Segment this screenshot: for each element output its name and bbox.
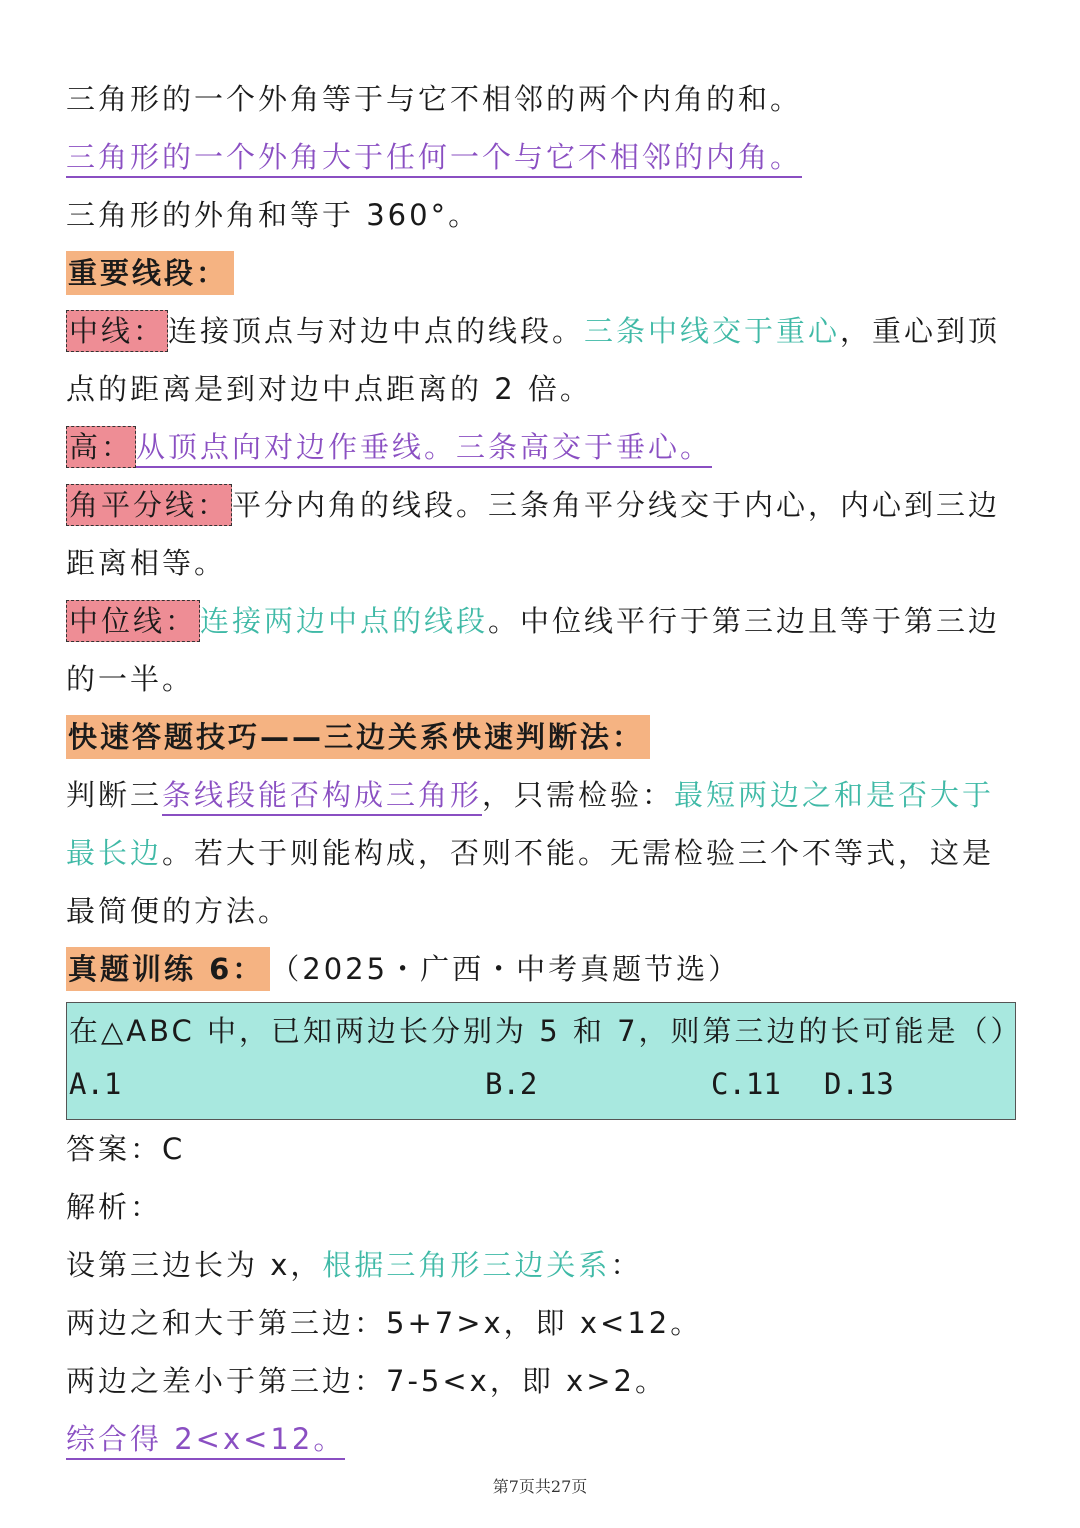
text-line — [66, 302, 1016, 360]
text-line — [66, 1236, 1016, 1294]
text-line — [66, 1410, 1016, 1468]
text-line — [66, 650, 1016, 708]
text-line — [66, 418, 1016, 476]
midline-property: 。中位线平行于第三边且等于第三边 — [488, 604, 1001, 638]
tip-text: 最简便的方法。 — [66, 894, 291, 928]
solution-highlight: 根据三角形三边关系 — [322, 1248, 611, 1282]
median-ratio: 点的距离是到对边中点距离的 2 倍。 — [66, 372, 592, 406]
text-line — [66, 882, 1016, 940]
solution-conclusion: 综合得 2<x<12。 — [66, 1422, 345, 1460]
tip-highlight: 最短两边之和是否大于 — [674, 778, 995, 812]
bisector-continued: 距离相等。 — [66, 546, 227, 580]
text-line — [66, 1120, 1016, 1178]
term-tag-midline: 中位线： — [66, 600, 200, 642]
exterior-angle-sum: 三角形的外角和等于 360°。 — [66, 198, 481, 232]
option-a: A.1 — [69, 1067, 122, 1101]
median-continued: ，重心到顶 — [840, 314, 1001, 348]
option-d: D.13 — [824, 1067, 894, 1101]
tip-text: 判断三 — [66, 778, 163, 812]
section-heading-quick-tips: 快速答题技巧——三边关系快速判断法： — [66, 715, 650, 759]
midline-continued: 的一半。 — [66, 662, 195, 696]
text-line — [66, 766, 1016, 824]
tip-text: 。若大于则能构成，否则不能。无需检验三个不等式，这是 — [162, 836, 995, 870]
solution-step: 两边之差小于第三边：7-5<x，即 x>2。 — [66, 1364, 667, 1398]
question-source: （2025・广西・中考真题节选） — [270, 952, 741, 986]
option-b: B.2 — [485, 1067, 538, 1101]
analysis-label: 解析： — [66, 1190, 163, 1224]
text-line — [66, 824, 1016, 882]
text-line — [66, 186, 1016, 244]
question-stem: 在△ABC 中，已知两边长分别为 5 和 7，则第三边的长可能是（） — [69, 1014, 1023, 1048]
midline-definition-highlight: 连接两边中点的线段 — [200, 604, 489, 638]
option-c: C.11 — [711, 1067, 781, 1101]
height-definition: 从顶点向对边作垂线。三条高交于垂心。 — [136, 430, 712, 468]
text-line — [66, 244, 1016, 302]
solution-step: ： — [610, 1248, 643, 1282]
question-box — [66, 1002, 1023, 1120]
text-line — [66, 940, 1016, 998]
bisector-definition: 平分内角的线段。三条角平分线交于内心，内心到三边 — [232, 488, 1001, 522]
section-heading-practice: 真题训练 6： — [66, 947, 270, 991]
term-tag-median: 中线： — [66, 310, 168, 352]
tip-highlight: 最长边 — [66, 836, 163, 870]
text-line — [66, 70, 1016, 128]
section-heading-important-segments: 重要线段： — [66, 251, 234, 295]
text-line — [66, 1352, 1016, 1410]
text-line — [66, 534, 1016, 592]
median-definition: 连接顶点与对边中点的线段。 — [168, 314, 585, 348]
text-line — [66, 128, 1016, 186]
solution-step: 两边之和大于第三边：5+7>x，即 x<12。 — [66, 1306, 703, 1340]
solution-step: 设第三边长为 x， — [66, 1248, 323, 1282]
text-line — [66, 1178, 1016, 1236]
document-body — [66, 70, 1023, 1468]
tip-underlined: 条线段能否构成三角形 — [162, 778, 482, 816]
tip-text: ，只需检验： — [482, 778, 675, 812]
text-line — [66, 592, 1016, 650]
text-line — [66, 1294, 1016, 1352]
page-number-footer: 第7页共27页 — [492, 1477, 588, 1496]
text-line — [66, 476, 1016, 534]
term-tag-angle-bisector: 角平分线： — [66, 484, 232, 526]
text-line — [66, 360, 1016, 418]
exterior-angle-inequality: 三角形的一个外角大于任何一个与它不相邻的内角。 — [66, 140, 802, 178]
text-line — [66, 708, 1016, 766]
term-tag-height: 高： — [66, 426, 136, 468]
exterior-angle-theorem: 三角形的一个外角等于与它不相邻的两个内角的和。 — [66, 82, 803, 116]
median-centroid-highlight: 三条中线交于重心 — [584, 314, 841, 348]
answer-line: 答案：C — [66, 1132, 186, 1166]
